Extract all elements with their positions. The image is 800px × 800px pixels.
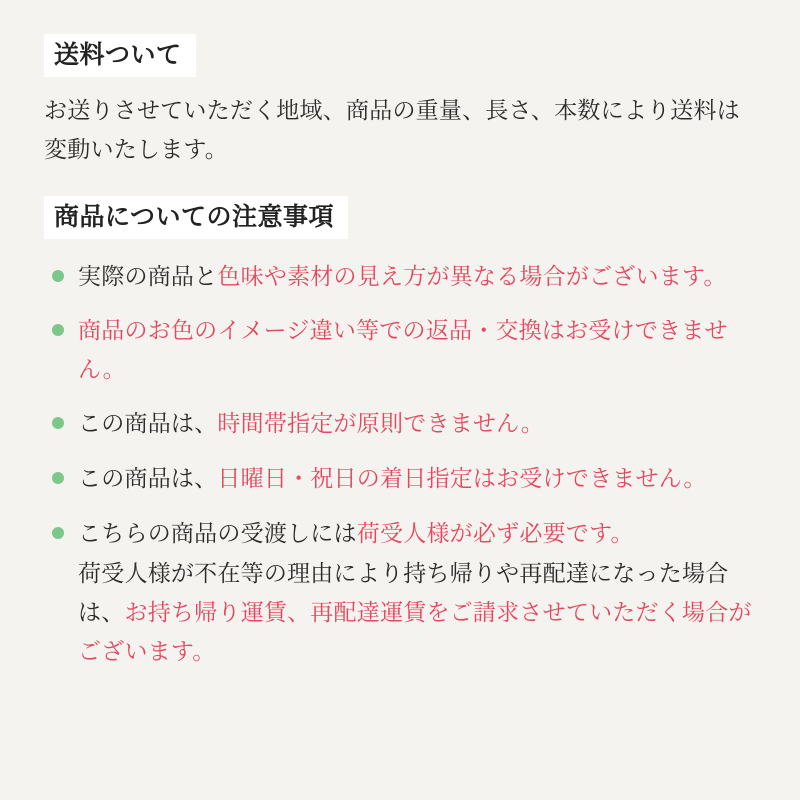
note-text (78, 263, 727, 289)
note-text-plain: こちらの商品の受渡しには (78, 519, 357, 546)
notes-list (44, 257, 756, 671)
note-item (44, 404, 756, 443)
bullet-dot-icon (52, 472, 64, 484)
bullet-dot-icon (52, 324, 64, 336)
notes-heading: 商品についての注意事項 (44, 196, 348, 239)
note-subtext-emphasis: お持ち帰り運賃、再配達運賃をご請求させていただく場合がございます。 (78, 598, 752, 664)
note-text-emphasis: 商品のお色のイメージ違い等での返品・交換はお受けできません。 (78, 317, 728, 382)
note-item (44, 311, 756, 388)
note-item (44, 459, 756, 498)
note-text-plain: この商品は、 (78, 465, 218, 492)
note-text (78, 410, 544, 436)
bullet-dot-icon (52, 270, 64, 282)
note-text-plain: 実際の商品と (78, 262, 218, 289)
note-text-emphasis: 日曜日・祝日の着日指定はお受けできません。 (217, 465, 707, 492)
note-text-emphasis: 色味や素材の見え方が異なる場合がございます。 (217, 262, 727, 289)
bullet-dot-icon (52, 417, 64, 429)
note-text-plain: この商品は、 (78, 410, 218, 437)
note-text-emphasis: 時間帯指定が原則できません。 (217, 410, 544, 437)
bullet-dot-icon (52, 527, 64, 539)
shipping-heading: 送料ついて (44, 34, 196, 77)
note-text (78, 465, 707, 491)
shipping-body-text: お送りさせていただく地域、商品の重量、長さ、本数により送料は変動いたします。 (44, 96, 740, 163)
note-text (78, 317, 728, 382)
notes-section (44, 196, 756, 670)
note-text (78, 520, 634, 546)
note-item (44, 257, 756, 296)
note-text-emphasis: 荷受人様が必ず必要です。 (356, 519, 634, 546)
note-subtext-plain: 荷受人様が不在等の理由により持ち帰りや再配達になった場合は、 (78, 560, 729, 625)
note-item (44, 514, 756, 671)
note-subtext (78, 554, 756, 670)
shipping-section (44, 34, 756, 170)
